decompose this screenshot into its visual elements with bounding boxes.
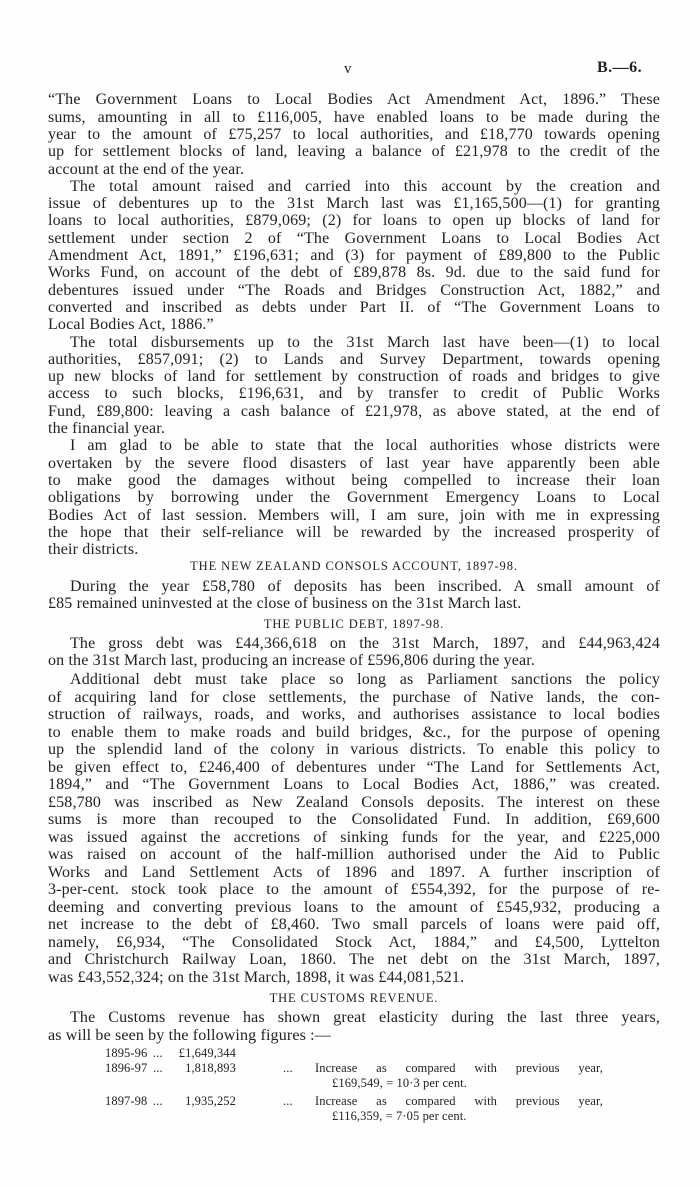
text-line: of acquiring land for close settlements, the purchase of Native lands, the con- <box>48 688 660 706</box>
text-line: was £43,552,324; on the 31st March, 1898, it was £44,081,521. <box>48 968 465 986</box>
paragraph <box>48 1009 660 1044</box>
table-row <box>48 1046 660 1061</box>
text-line: The total amount raised and carried into this account by the creation and <box>70 177 660 195</box>
text-line: namely, £6,934, “The Consolidated Stock Act, 1884,” and £4,500, Lyttelton <box>48 933 660 951</box>
text-line: Works and Land Settlement Acts of 1896 and 1897. A further inscription of <box>48 863 660 881</box>
customs-revenue-table <box>48 1046 660 1124</box>
text-line: During the year £58,780 of deposits has been inscribed. A small amount of <box>70 577 660 595</box>
text-line: the hope that their self-reliance will be rewarded by the increased prosperity of <box>48 523 660 541</box>
text-line: Local Bodies Act, 1886.” <box>48 316 214 334</box>
text-line: £85 remained uninvested at the close of business on the 31st March last. <box>48 595 522 612</box>
text-line: I am glad to be able to state that the local authorities whose districts were <box>70 437 660 455</box>
text-line: the financial year. <box>48 420 166 438</box>
text-line: as will be seen by the following figures :— <box>48 1026 331 1044</box>
text-line: overtaken by the severe flood disasters of last year have apparently been able <box>48 454 660 472</box>
year-cell: 1895-96 <box>105 1046 148 1061</box>
text-column <box>48 91 660 1124</box>
section-heading-customs: THE CUSTOMS REVENUE. <box>269 991 439 1006</box>
text-line: their districts. <box>48 541 139 559</box>
text-line: £58,780 was inscribed as New Zealand Consols deposits. The interest on these <box>48 793 660 811</box>
text-line: The Customs revenue has shown great elasticity during the last three years, <box>70 1009 660 1027</box>
text-line: issue of debentures up to the 31st March last was £1,165,500—(1) for granting <box>48 195 660 213</box>
text-line: Fund, £89,800: leaving a cash balance of £21,978, as above stated, at the end of <box>48 402 660 420</box>
leader-dots: ... <box>283 1094 293 1109</box>
note-line: £116,359, = 7·05 per cent. <box>332 1109 467 1124</box>
note-line: £169,549, = 10·3 per cent. <box>332 1076 467 1091</box>
text-line: up for settlement blocks of land, leaving a balance of £21,978 to the credit of the <box>48 143 660 161</box>
year-cell: 1896-97 <box>105 1061 148 1076</box>
text-line: was raised on account of the half-million authorised under the Aid to Public <box>48 846 660 864</box>
table-row <box>48 1094 660 1109</box>
text-line: be given effect to, £246,400 of debentures under “The Land for Settlements Act, <box>48 758 660 776</box>
text-line: deeming and converting previous loans to the amount of £545,932, producing a <box>48 898 660 916</box>
note-line: Increase as compared with previous year, <box>315 1094 603 1109</box>
paragraph <box>48 578 660 613</box>
text-line: 1894,” and “The Government Loans to Local Bodies Act, 1886,” was created. <box>48 776 660 794</box>
text-line: to enable them to make roads and build bridges, &c., for the purpose of opening <box>48 723 660 741</box>
text-line: settlement under section 2 of “The Government Loans to Local Bodies Act <box>48 229 660 247</box>
paragraph <box>48 91 660 177</box>
text-line: on the 31st March last, producing an increase of £596,806 during the year. <box>48 651 535 669</box>
year-cell: 1897-98 <box>105 1094 148 1109</box>
text-line: up new blocks of land for settlement by construction of roads and bridges to give <box>48 368 660 386</box>
table-row-continuation <box>48 1076 660 1091</box>
text-line: The total disbursements up to the 31st March last have been—(1) to local <box>70 333 660 351</box>
amount-cell: £1,649,344 <box>178 1046 236 1061</box>
document-reference: B.—6. <box>597 59 643 76</box>
text-line: loans to local authorities, £879,069; (2) for loans to open up blocks of land for <box>48 212 660 230</box>
text-line: to make good the damages without being compelled to increase their loan <box>48 471 660 489</box>
text-line: Bodies Act of last session. Members will, I am sure, join with me in expressing <box>48 506 660 524</box>
text-line: year to the amount of £75,257 to local authorities, and £18,770 towards opening <box>48 125 660 143</box>
text-line: authorities, £857,091; (2) to Lands and Survey Department, towards opening <box>48 350 660 368</box>
text-line: struction of railways, roads, and works, and authorises assistance to local bodies <box>48 706 660 724</box>
leader-dots: ... <box>283 1061 293 1076</box>
text-line: account at the end of the year. <box>48 160 245 178</box>
text-line: net increase to the debt of £8,460. Two small parcels of loans were paid off, <box>48 916 660 934</box>
paragraph <box>48 334 660 438</box>
page-numeral: v <box>344 61 352 77</box>
text-line: obligations by borrowing under the Government Emergency Loans to Local <box>48 489 660 507</box>
text-line: Amendment Act, 1891,” £196,631; and (3) for payment of £89,800 to the Public <box>48 247 660 265</box>
leader-dots: ... <box>153 1061 163 1076</box>
note-line: Increase as compared with previous year, <box>315 1061 603 1076</box>
text-line: sums is more than recouped to the Consolidated Fund. In addition, £69,600 <box>48 811 660 829</box>
text-line: “The Government Loans to Local Bodies Act Amendment Act, 1896.” These <box>48 91 660 109</box>
text-line: access to such blocks, £196,631, and by transfer to credit of Public Works <box>48 385 660 403</box>
text-line: Additional debt must take place so long as Parliament sanctions the policy <box>70 671 660 689</box>
text-line: 3-per-cent. stock took place to the amount of £554,392, for the purpose of re- <box>48 881 660 899</box>
amount-cell: 1,935,252 <box>185 1094 236 1109</box>
text-line: sums, amounting in all to £116,005, have enabled loans to be made during the <box>48 108 660 126</box>
section-heading-public-debt: THE PUBLIC DEBT, 1897-98. <box>263 617 445 632</box>
text-line: was issued against the accretions of sinking funds for the year, and £225,000 <box>48 828 660 846</box>
leader-dots: ... <box>153 1046 163 1061</box>
text-line: converted and inscribed as debts under Part II. of “The Government Loans to <box>48 298 660 316</box>
text-line: and Christchurch Railway Loan, 1860. The net debt on the 31st March, 1897, <box>48 951 660 969</box>
text-line: Works Fund, on account of the debt of £89,878 8s. 9d. due to the said fund for <box>48 264 660 282</box>
leader-dots: ... <box>153 1094 163 1109</box>
text-line: The gross debt was £44,366,618 on the 31st March, 1897, and £44,963,424 <box>70 634 660 652</box>
amount-cell: 1,818,893 <box>185 1061 236 1076</box>
paragraph <box>48 671 660 986</box>
table-row <box>48 1061 660 1076</box>
paragraph <box>48 437 660 558</box>
table-row-continuation <box>48 1109 660 1124</box>
text-line: up the splendid land of the colony in various districts. To enable this policy to <box>48 741 660 759</box>
text-line: debentures issued under “The Roads and Bridges Construction Act, 1882,” and <box>48 281 660 299</box>
paragraph <box>48 635 660 670</box>
section-heading-consols: THE NEW ZEALAND CONSOLS ACCOUNT, 1897-98. <box>190 559 518 574</box>
paragraph <box>48 178 660 334</box>
